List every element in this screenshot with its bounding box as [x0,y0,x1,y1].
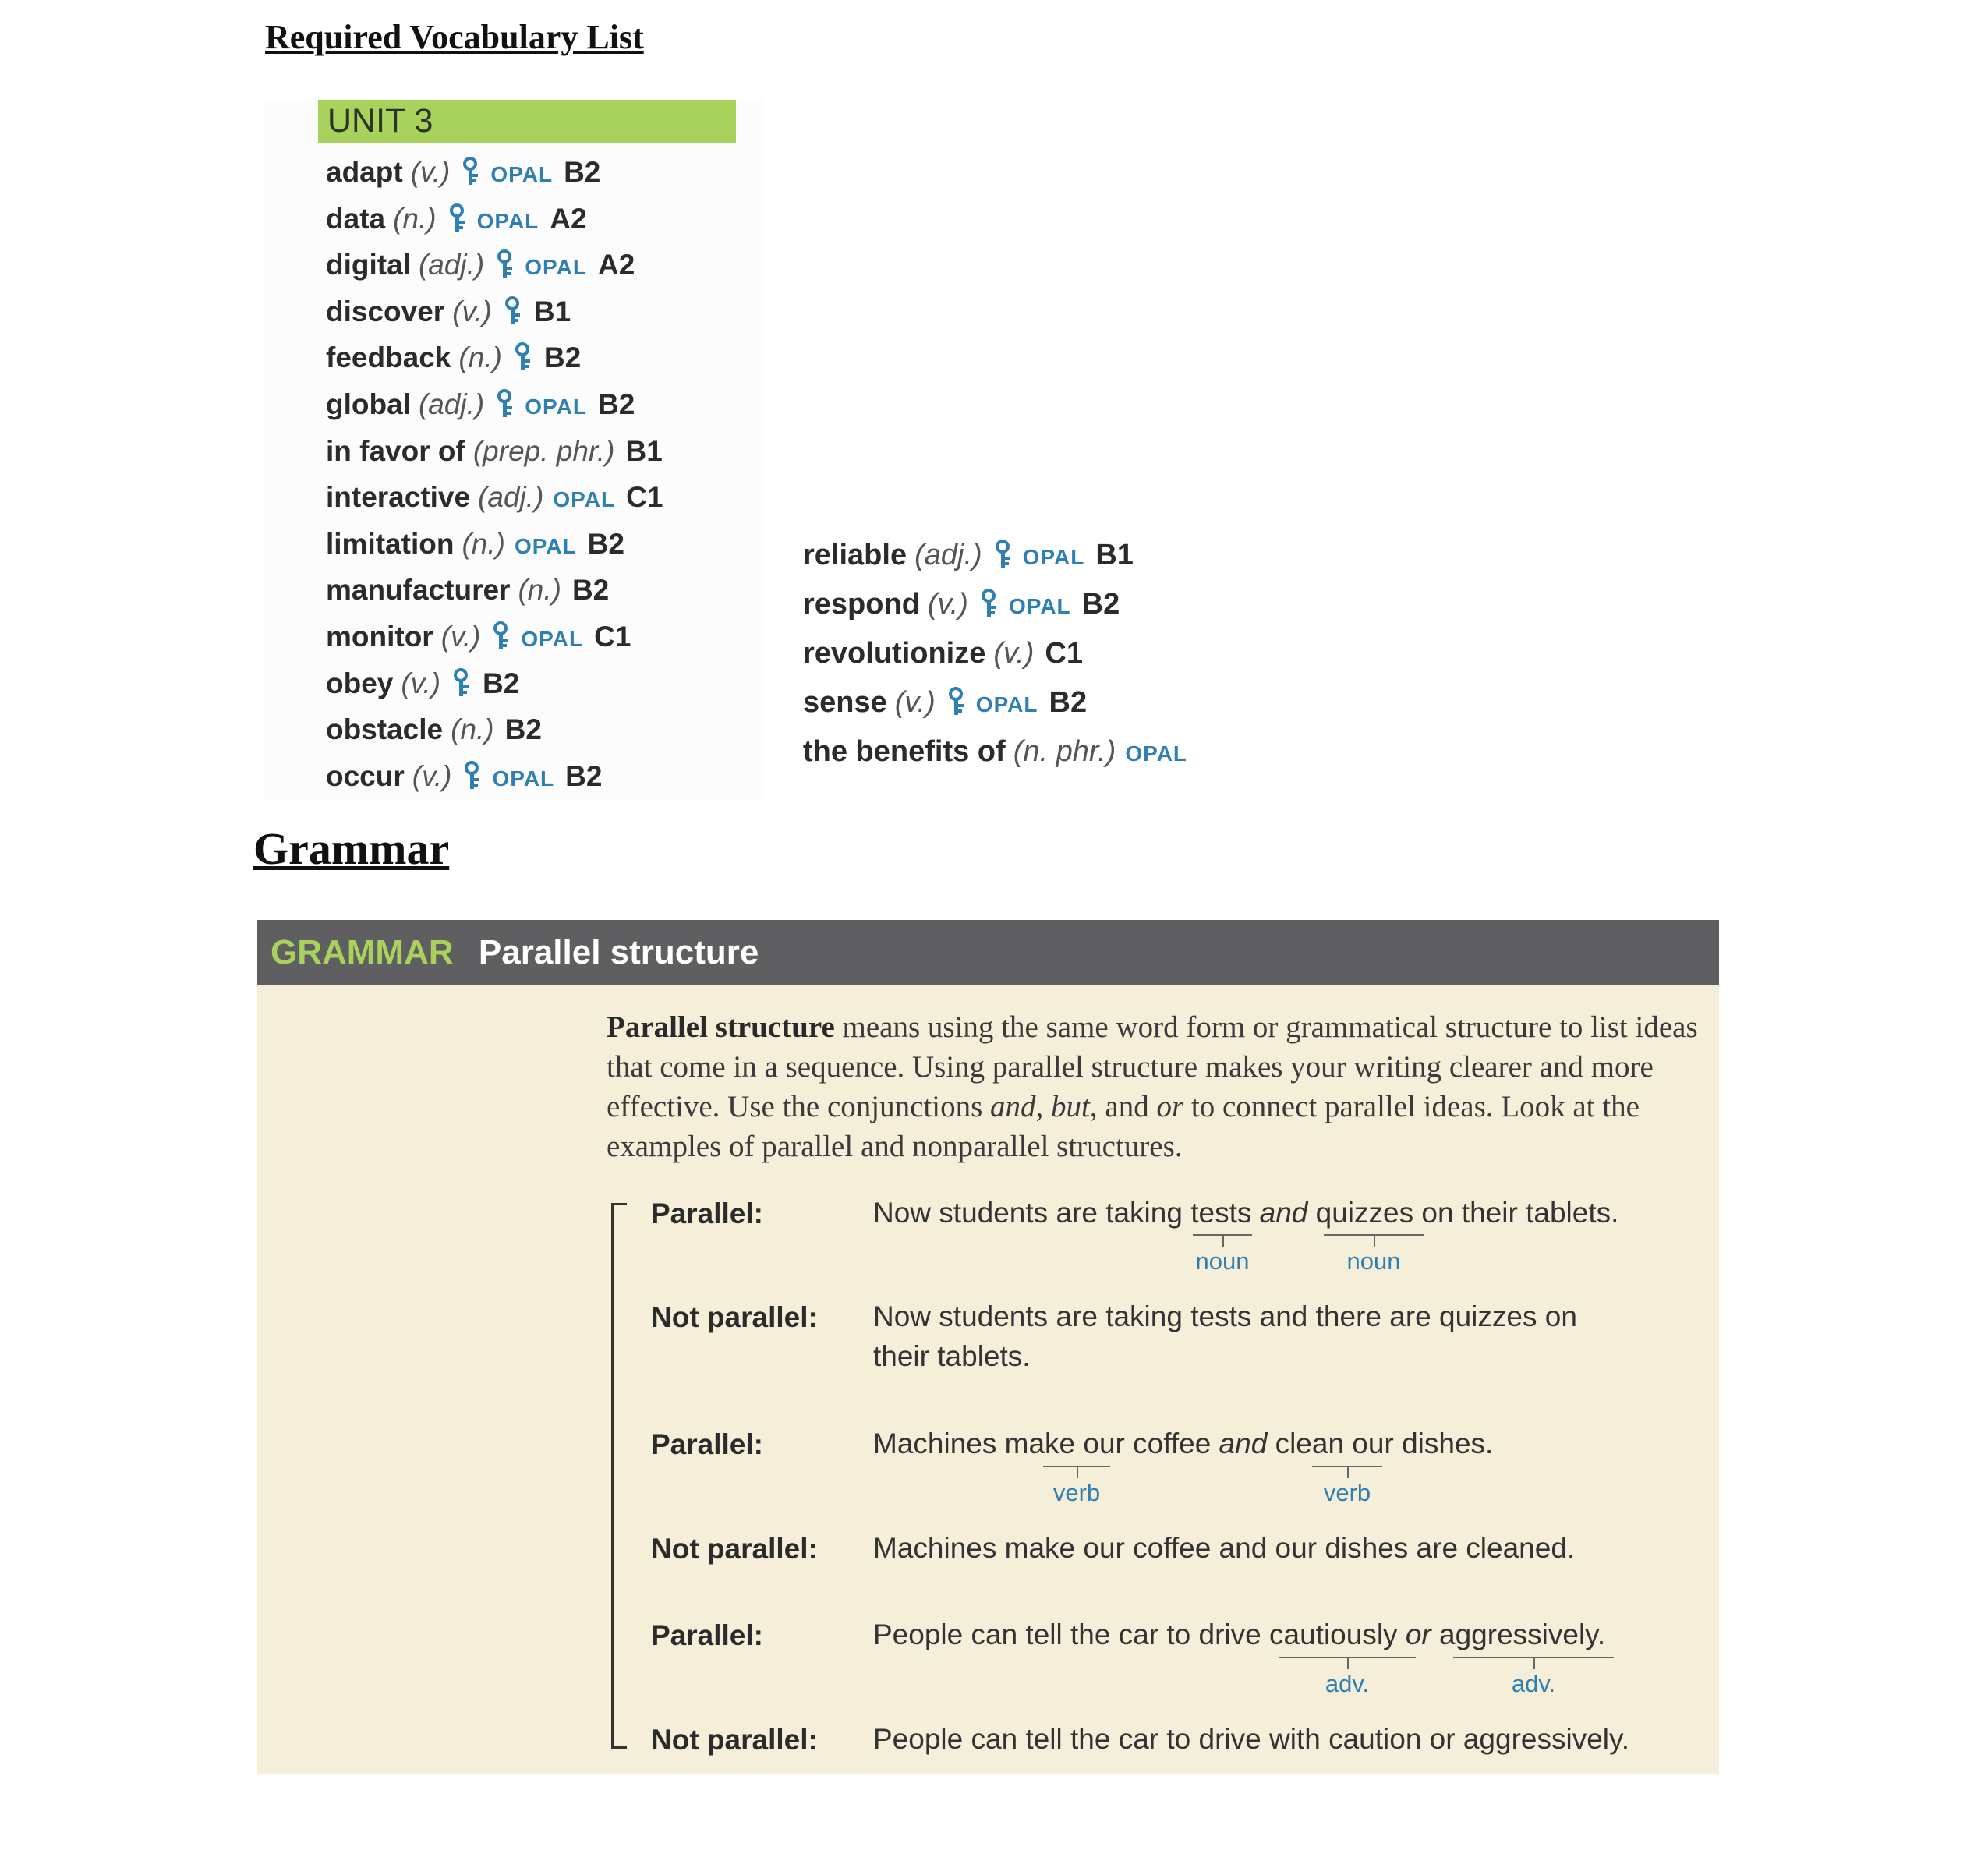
cefr-level: B2 [1049,686,1088,719]
part-of-speech: (v.) [993,637,1035,670]
key-icon [504,296,523,326]
part-of-speech: (v.) [412,759,452,792]
cefr-level: B1 [533,295,571,327]
opal-tag: OPAL [553,487,616,512]
vocab-word: obey [326,667,394,699]
key-icon [515,342,533,372]
cefr-level: B2 [565,759,603,792]
conj-and: and [990,1090,1036,1123]
underline-bracket [1324,1234,1424,1247]
vocab-entry [326,663,663,710]
unit-title: UNIT 3 [318,100,736,143]
key-icon [948,687,967,716]
intro-text: means using the same word form or grammatical structure to list ideas that come in a sequence. Using parallel structure makes your writing clearer and more effective. Use the conjunctions [607,1010,1698,1123]
vocab-entry [803,535,1187,584]
underline-bracket [1279,1657,1416,1669]
vocab-word: respond [803,588,920,621]
vocab-entry [803,584,1187,633]
vocab-word: reliable [803,539,907,571]
example-sentence: Machines make our coffee and our dishes are cleaned. [873,1532,1576,1564]
key-icon [497,389,515,419]
intro-text: to connect parallel ideas. Look at the examples of parallel and nonparallel structures. [607,1090,1640,1163]
intro-term: Parallel structure [607,1010,835,1044]
cefr-level: B2 [504,713,542,746]
example-sentence: Now students are taking tests and there are quizzes on their tablets. [873,1300,1577,1372]
conj-but: but [1051,1090,1090,1123]
vocab-word: in favor of [326,434,465,467]
underline-bracket [1312,1466,1382,1478]
vocab-entry [803,633,1187,682]
vocab-entry [803,682,1187,731]
opal-tag: OPAL [525,255,587,280]
intro-sep: , and [1089,1090,1157,1123]
vocab-word: occur [326,759,405,792]
cefr-level: B2 [1081,588,1120,621]
vocab-word: limitation [326,527,455,560]
example-label: Parallel: [651,1619,763,1651]
vocab-word: monitor [326,620,433,653]
example-label: Not parallel: [651,1533,818,1565]
vocab-entry [326,292,663,338]
cefr-level: B1 [625,434,663,467]
word-form-tag: verb [1052,1479,1101,1506]
grammar-header [257,920,1719,985]
vocab-entry [326,477,663,524]
vocab-entry [326,524,663,571]
part-of-speech: (adj.) [478,481,544,514]
vocab-word: revolutionize [803,637,986,670]
cefr-level: A2 [550,202,587,235]
opal-tag: OPAL [521,626,584,651]
vocab-entry [326,617,663,663]
opal-tag: OPAL [1125,741,1188,766]
part-of-speech: (v.) [440,620,481,653]
part-of-speech: (adj.) [418,387,485,420]
vocab-word: discover [326,295,445,327]
key-icon [464,761,483,791]
examples-bracket [611,1203,627,1749]
part-of-speech: (adj.) [914,539,982,571]
vocab-column-1 [326,152,663,802]
vocab-word: the benefits of [803,735,1006,768]
opal-tag: OPAL [492,766,555,791]
part-of-speech: (v.) [452,295,492,327]
key-icon [981,589,999,618]
example-label: Not parallel: [651,1301,818,1333]
example-label: Parallel: [651,1428,763,1460]
cefr-level: B1 [1095,539,1134,571]
vocab-entry [326,709,663,756]
part-of-speech: (n. phr.) [1013,735,1116,768]
grammar-intro [607,1007,1698,1166]
cefr-level: C1 [594,620,631,653]
opal-tag: OPAL [476,208,539,233]
part-of-speech: (n.) [458,341,502,374]
vocab-entry [326,384,663,431]
example-sentence: Now students are taking tests and quizzes on their tablets. [873,1197,1619,1229]
opal-tag: OPAL [514,533,577,558]
key-icon [462,157,481,186]
grammar-heading: Grammar [253,823,450,874]
grammar-label: GRAMMAR [271,933,454,971]
part-of-speech: (v.) [927,588,968,621]
part-of-speech: (prep. phr.) [472,434,615,467]
vocab-word: feedback [326,341,451,374]
cefr-level: C1 [626,481,663,514]
vocab-entry [326,338,663,384]
key-icon [453,668,472,698]
word-form-tag: adv. [1325,1670,1370,1697]
vocab-entry [326,570,663,617]
vocab-word: digital [326,249,411,281]
vocab-word: manufacturer [326,574,511,607]
part-of-speech: (v.) [401,667,441,699]
key-icon [497,249,515,279]
vocab-entry [326,245,663,292]
cefr-level: A2 [597,249,635,281]
vocab-word: obstacle [326,713,444,746]
opal-tag: OPAL [1022,545,1085,569]
part-of-speech: (n.) [393,202,437,235]
opal-tag: OPAL [1008,594,1071,618]
part-of-speech: (n.) [462,527,505,560]
cefr-level: B2 [564,156,601,188]
cefr-level: B2 [571,574,610,607]
part-of-speech: (v.) [410,156,451,188]
vocab-word: global [326,387,411,420]
part-of-speech: (n.) [451,713,494,746]
example-sentence: Machines make our coffee and clean our dishes. [873,1427,1494,1459]
part-of-speech: (v.) [894,686,936,719]
underline-bracket [1043,1466,1110,1478]
grammar-title: Parallel structure [478,933,759,971]
word-form-tag: adv. [1511,1670,1556,1697]
word-form-tag: noun [1195,1247,1250,1275]
key-icon [493,621,511,651]
intro-sep: , [1035,1090,1052,1123]
cefr-level: B2 [483,667,520,699]
cefr-level: C1 [1045,637,1083,670]
vocab-column-2 [803,535,1187,780]
vocab-entry [803,731,1187,780]
example-sentence: People can tell the car to drive with caution or aggressively. [873,1723,1630,1755]
example-label: Parallel: [651,1198,763,1229]
opal-tag: OPAL [975,692,1038,716]
vocab-word: data [326,202,386,235]
part-of-speech: (adj.) [418,249,485,281]
part-of-speech: (n.) [518,574,561,607]
key-icon [995,540,1013,569]
example-sentence: People can tell the car to drive cautiously or aggressively. [873,1619,1606,1650]
cefr-level: B2 [597,387,635,420]
vocab-word: interactive [326,481,471,514]
underline-bracket [1453,1657,1614,1669]
grammar-box [257,920,1719,1774]
word-form-tag: verb [1323,1479,1371,1506]
conj-or: or [1156,1090,1184,1123]
example-label: Not parallel: [651,1724,818,1756]
vocab-word: adapt [326,156,403,188]
opal-tag: OPAL [490,162,554,186]
vocab-entry [326,152,663,199]
key-icon [449,203,468,233]
cefr-level: B2 [587,527,624,560]
opal-tag: OPAL [525,394,587,419]
vocab-entry [326,431,663,478]
cefr-level: B2 [543,341,582,374]
vocab-word: sense [803,686,887,719]
word-form-tag: noun [1346,1247,1401,1275]
vocab-list-heading: Required Vocabulary List [265,18,644,56]
vocab-entry [326,199,663,246]
vocab-entry [326,756,663,803]
underline-bracket [1193,1234,1252,1247]
